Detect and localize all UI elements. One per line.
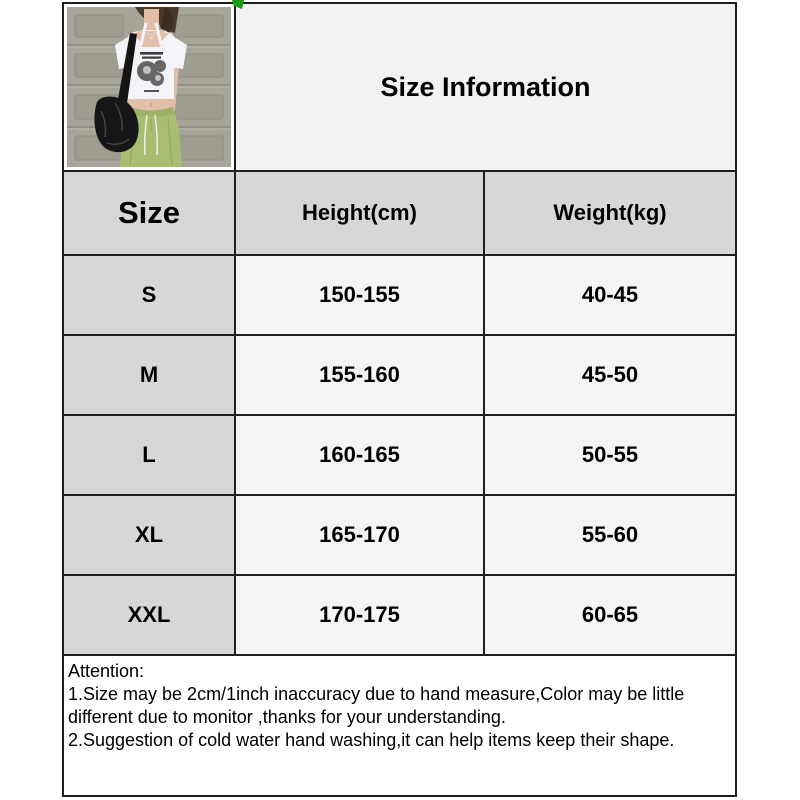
height-value: 150-155 (236, 256, 483, 334)
green-corner-icon (232, 0, 244, 9)
page-title: Size Information (236, 4, 735, 170)
size-label: S (64, 256, 234, 334)
size-label: XL (64, 496, 234, 574)
weight-value: 55-60 (485, 496, 735, 574)
size-table (62, 2, 737, 797)
model-photo-illustration (67, 7, 231, 167)
weight-value: 45-50 (485, 336, 735, 414)
col-header-height: Height(cm) (236, 172, 483, 254)
size-label: XXL (64, 576, 234, 654)
attention-notes (64, 656, 735, 795)
height-value: 170-175 (236, 576, 483, 654)
size-label: L (64, 416, 234, 494)
col-header-size: Size (64, 172, 234, 254)
model-photo (64, 4, 234, 170)
weight-value: 50-55 (485, 416, 735, 494)
height-value: 160-165 (236, 416, 483, 494)
col-header-weight: Weight(kg) (485, 172, 735, 254)
attention-line: different due to monitor ,thanks for your understanding. (68, 707, 506, 727)
size-label: M (64, 336, 234, 414)
weight-value: 40-45 (485, 256, 735, 334)
height-value: 165-170 (236, 496, 483, 574)
height-value: 155-160 (236, 336, 483, 414)
attention-line: 2.Suggestion of cold water hand washing,it can help items keep their shape. (68, 730, 675, 750)
weight-value: 60-65 (485, 576, 735, 654)
attention-heading: Attention: (68, 661, 145, 681)
attention-line: 1.Size may be 2cm/1inch inaccuracy due to hand measure,Color may be little (68, 684, 685, 704)
